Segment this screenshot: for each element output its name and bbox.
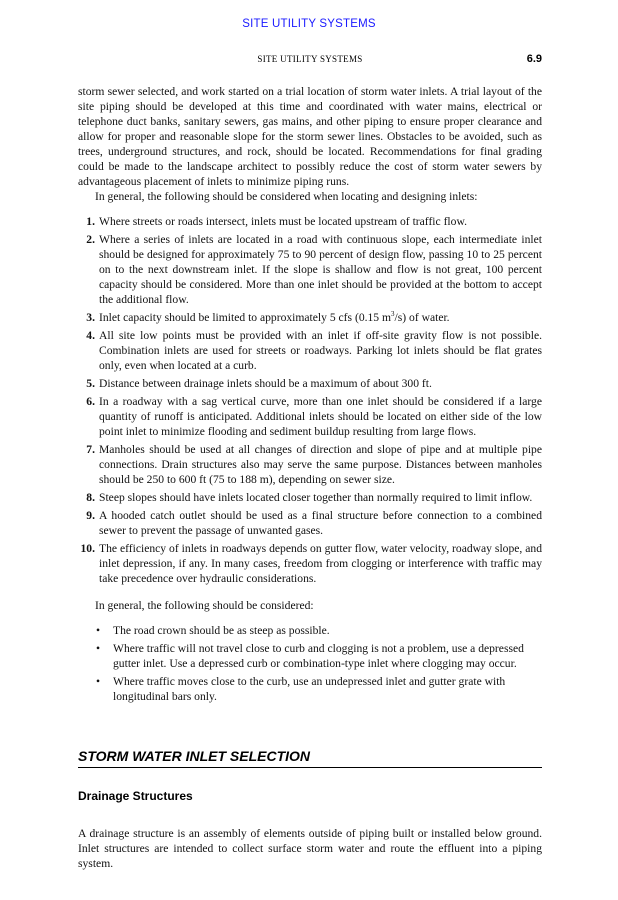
section-heading: STORM WATER INLET SELECTION xyxy=(78,748,542,768)
list-item-number: 5. xyxy=(86,377,95,390)
bullet-item xyxy=(78,623,542,638)
inlet-guidelines-list xyxy=(78,214,542,586)
list-item xyxy=(78,310,542,325)
list-item xyxy=(78,508,542,538)
superscript: 3 xyxy=(391,310,395,319)
list-item xyxy=(78,541,542,586)
list-item xyxy=(78,214,542,229)
list-item-number: 4. xyxy=(86,329,95,342)
list-item-text: All site low points must be provided with an inlet if off-site gravity flow is not possible. Combination inlets are used for streets or roadways. Parking lot inlets should be flat grates only, even when located at a curb. xyxy=(99,329,542,372)
list-item-number: 2. xyxy=(86,233,95,246)
list-item xyxy=(78,232,542,307)
body-text xyxy=(78,84,542,707)
bullet-item xyxy=(78,674,542,704)
list-item-number: 3. xyxy=(86,311,95,324)
list-item xyxy=(78,328,542,373)
list-item-text: Manholes should be used at all changes of direction and slope of pipe and at multiple pipe connections. Drain structures also may serve the same purpose. Distances between manholes should be 250 to 600 ft (75 to 188 m), depending on sewer size. xyxy=(99,443,542,486)
top-title: SITE UTILITY SYSTEMS xyxy=(242,18,376,30)
intro-paragraph: storm sewer selected, and work started on a trial location of storm water inlets. A trial layout of the site piping should be developed at this time and coordinated with water mains, electrical or telephone duct banks, sanitary sewers, gas mains, and other piping to ensure proper clearance and allow for proper and reasonable slope for the storm sewer lines. Obstacles to be avoided, such as trees, underground structures, and rock, should be located. Recommendations for final grading could be made to the landscape architect to possibly reduce the cost of storm water sewers by advantageous placement of inlets to minimize piping runs. xyxy=(78,85,542,188)
page-number: 6.9 xyxy=(526,53,542,65)
running-head-title: SITE UTILITY SYSTEMS xyxy=(257,54,363,64)
list-item xyxy=(78,442,542,487)
bullet-icon: • xyxy=(96,642,101,655)
list-item xyxy=(78,394,542,439)
list-item xyxy=(78,490,542,505)
list-item-text: Inlet capacity should be limited to approximately 5 cfs (0.15 m xyxy=(99,311,392,324)
bullet-text: Where traffic moves close to the curb, use an undepressed inlet and gutter grate with longitudinal bars only. xyxy=(113,675,506,703)
list-item xyxy=(78,376,542,391)
lead-in-paragraph: In general, the following should be considered when locating and designing inlets: xyxy=(95,190,478,203)
list-item-number: 9. xyxy=(86,509,95,522)
list-item-text: A hooded catch outlet should be used as a final structure before connection to a combined sewer to prevent the passage of unwanted gases. xyxy=(99,509,542,537)
final-paragraph: A drainage structure is an assembly of elements outside of piping built or installed below ground. Inlet structures are intended to collect surface storm water and route the effluent into a piping system. xyxy=(78,826,542,870)
considered-lead: In general, the following should be considered: xyxy=(95,599,314,612)
list-item-number: 8. xyxy=(86,491,95,504)
bullet-item xyxy=(78,641,542,671)
list-item-text-end: /s) of water. xyxy=(394,311,450,324)
list-item-text: Where a series of inlets are located in a road with continuous slope, each intermediate inlet should be designed for approximately 75 to 90 percent of design flow, passing 10 to 25 percent on to the next downstream inlet. If the slope is shallow and flow is not great, 100 percent capacity should be considered. More than one inlet should be provided at the bottom to accept the additional flow. xyxy=(99,233,542,306)
list-item-number: 7. xyxy=(86,443,95,456)
bullet-text: The road crown should be as steep as possible. xyxy=(113,624,330,637)
list-item-text: Steep slopes should have inlets located closer together than normally required to limit inflow. xyxy=(99,491,533,504)
list-item-text: In a roadway with a sag vertical curve, more than one inlet should be considered if a large quantity of runoff is anticipated. Additional inlets should be located on either side of the low point inlet to minimize flooding and sediment buildup resulting from large flows. xyxy=(99,395,542,438)
bullet-icon: • xyxy=(96,675,101,688)
list-item-number: 6. xyxy=(86,395,95,408)
bullet-text: Where traffic will not travel close to curb and clogging is not a problem, use a depressed gutter inlet. Use a depressed curb or combination-type inlet where clogging may occur. xyxy=(113,642,524,670)
list-item-text: Distance between drainage inlets should be a maximum of about 300 ft. xyxy=(99,377,432,390)
bullet-list xyxy=(78,623,542,704)
list-item-number: 10. xyxy=(80,542,95,555)
list-item-text: The efficiency of inlets in roadways depends on gutter flow, water velocity, roadway slope, and inlet depression, if any. In many cases, freedom from clogging or interference with traffic may take precedence over hydraulic considerations. xyxy=(99,542,542,585)
bullet-icon: • xyxy=(96,624,101,637)
list-item-text: Where streets or roads intersect, inlets must be located upstream of traffic flow. xyxy=(99,215,467,228)
list-item-number: 1. xyxy=(86,215,95,228)
subheading: Drainage Structures xyxy=(78,789,193,803)
